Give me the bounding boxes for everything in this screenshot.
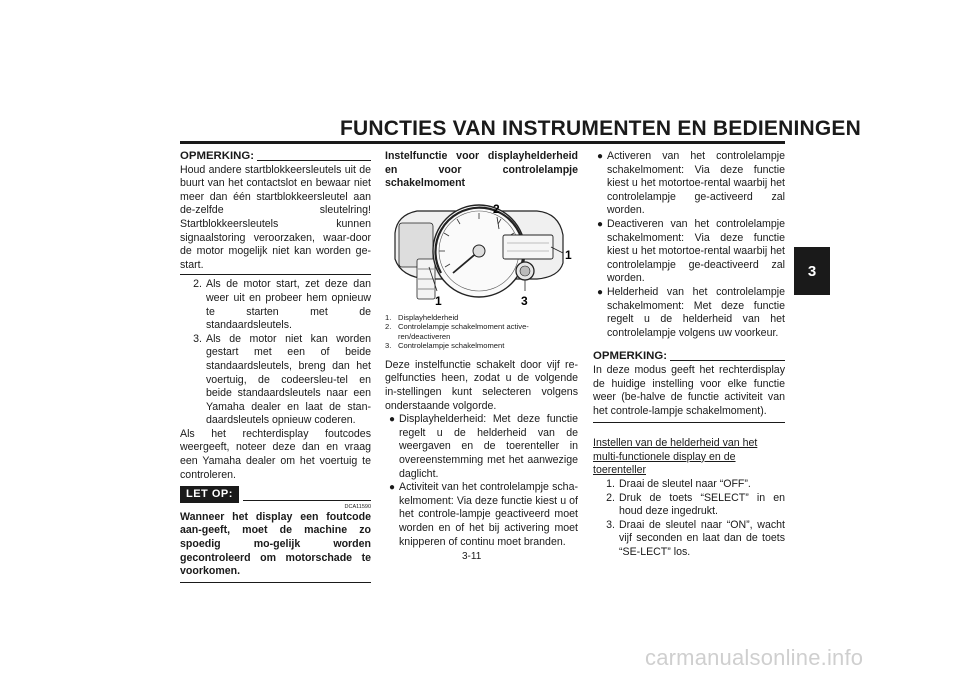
bullet-icon: ● (596, 286, 604, 298)
right-display (503, 235, 553, 259)
legend-number: 1. (385, 312, 392, 322)
step-number: 3. (193, 332, 202, 345)
watermark[interactable]: carmanualsonline.info (645, 645, 864, 670)
note-text: Houd andere startblokkeersleutels uit de buurt van het contactslot en bewaar niet meer dan één startblokkeersleutel aan de-zelfde sleutelring! Startblokkeersleutels kunnen signaalstoring veroorzaken, waar-door de motor mogelijk niet kan worden ge-start. (180, 163, 371, 271)
chapter-tab: 3 (794, 247, 830, 295)
step-text: Als de motor start, zet deze dan weer uit en probeer hem opnieuw te starten met de standaardsleutels. (206, 278, 371, 332)
legend-number: 3. (385, 341, 392, 351)
bullet-item (593, 150, 785, 218)
step-item (593, 478, 785, 492)
legend-item (385, 322, 578, 341)
bullet-item (593, 286, 785, 340)
figure-legend (385, 313, 578, 351)
bullet-text: Displayhelderheid: Met deze functie regelt u de helderheid van de weergaven en de toerenteller in overeenstemming met het aanwezige daglicht. (399, 413, 578, 480)
step-text: Draai de sleutel naar “OFF”. (619, 478, 751, 491)
step-item (180, 333, 371, 428)
legend-item (385, 341, 578, 351)
heading-rule (257, 160, 371, 161)
callout-label: 3 (521, 293, 528, 308)
note-text: In deze modus geeft het rechterdisplay de huidige instelling voor elke functie weer (be-halve de functie activiteit van het controle-lampje schakelmoment). (593, 363, 785, 417)
needle-hub (473, 245, 485, 257)
heading-rule (243, 500, 371, 501)
bullet-text: Activeren van het controlelampje schakelmoment: Via deze functie kiest u het motortoe-rental waarbij het controlelampje ge-activeerd zal worden. (607, 150, 785, 217)
legend-text: Controlelampje schakelmoment active-ren/deactiveren (398, 322, 529, 341)
paragraph: Als het rechterdisplay foutcodes weergeeft, noteer deze dan en vraag een Yamaha dealer om het voertuig te controleren. (180, 427, 371, 481)
note-end-rule (180, 274, 371, 275)
bullet-text: Activiteit van het controlelampje scha-kelmoment: Via deze functie kiest u of het controle-lampje geactiveerd moet worden en of het bij activering moet knipperen of continu moet branden. (399, 481, 578, 548)
note-heading (180, 150, 371, 164)
instrument-cluster-diagram (387, 193, 577, 309)
note-heading (593, 350, 785, 364)
bullet-item (385, 481, 578, 549)
legend-number: 2. (385, 322, 392, 332)
paragraph: Deze instelfunctie schakelt door vijf re-gelfuncties heen, zodat u de volgende in-stellingen kunt selecteren volgens onderstaande volgorde. (385, 358, 578, 412)
caution-badge: LET OP: (180, 486, 239, 503)
page-title: FUNCTIES VAN INSTRUMENTEN EN BEDIENINGEN (340, 117, 861, 140)
column-right (593, 150, 785, 560)
step-item (180, 278, 371, 332)
step-text: Als de motor niet kan worden gestart met een of beide standaardsleutels, breng dan het voertuig, de codeersleu-tel en beide standaardsleutels naar een Yamaha dealer en laat de stan-daardsleutels opnieuw coderen. (206, 332, 371, 427)
step-text: Druk de toets “SELECT” in en houd deze ingedrukt. (619, 491, 785, 518)
bullet-item (385, 413, 578, 481)
caution-code: DCA11590 (344, 503, 371, 510)
step-number: 1. (606, 478, 615, 491)
callout-label: 1 (565, 247, 572, 262)
bullet-text: Deactiveren van het controlelampje schakelmoment: Via deze functie kiest u het motortoe-rental waarbij het controlelampje ge-deactiveerd zal worden. (607, 217, 785, 285)
sub-heading: Instellen van de helderheid van het multi-functionele display en de toerenteller (593, 437, 758, 477)
column-middle (385, 150, 578, 549)
callout-label: 1 (435, 293, 442, 308)
legend-text: Displayhelderheid (398, 312, 459, 322)
step-item (593, 519, 785, 560)
note-end-rule (593, 422, 785, 423)
step-number: 2. (606, 491, 615, 504)
step-number: 2. (193, 278, 202, 291)
note-heading-label: OPMERKING: (593, 350, 668, 363)
callout-label: 2 (493, 201, 500, 216)
bullet-item (593, 218, 785, 286)
caution-text: Wanneer het display een foutcode aan-geeft, moet de machine zo spoedig mo-gelijk worden gecontroleerd om motorschade te voorkomen. (180, 510, 371, 578)
section-heading: Instelfunctie voor displayhelderheid en voor controlelampje schakelmoment (385, 150, 578, 190)
column-left (180, 150, 371, 583)
legend-item (385, 313, 578, 323)
page-number: 3-11 (462, 551, 482, 562)
title-rule (180, 141, 785, 144)
step-number: 3. (606, 518, 615, 531)
step-text: Draai de sleutel naar “ON”, wacht vijf seconden en laat dan de toets “SE-LECT” los. (619, 518, 785, 559)
caution-end-rule (180, 582, 371, 583)
note-heading-label: OPMERKING: (180, 150, 255, 162)
step-item (593, 492, 785, 519)
heading-rule (670, 360, 785, 361)
caution-heading (180, 486, 371, 503)
bullet-icon: ● (596, 151, 604, 162)
legend-text: Controlelampje schakelmoment (398, 341, 505, 351)
bullet-icon: ● (388, 414, 396, 426)
bullet-icon: ● (596, 218, 604, 230)
bullet-text: Helderheid van het controlelampje schakelmoment: Met deze functie regelt u de helderheid van het controlelampje volgens uw voorkeur. (607, 285, 785, 339)
bullet-icon: ● (388, 482, 396, 494)
